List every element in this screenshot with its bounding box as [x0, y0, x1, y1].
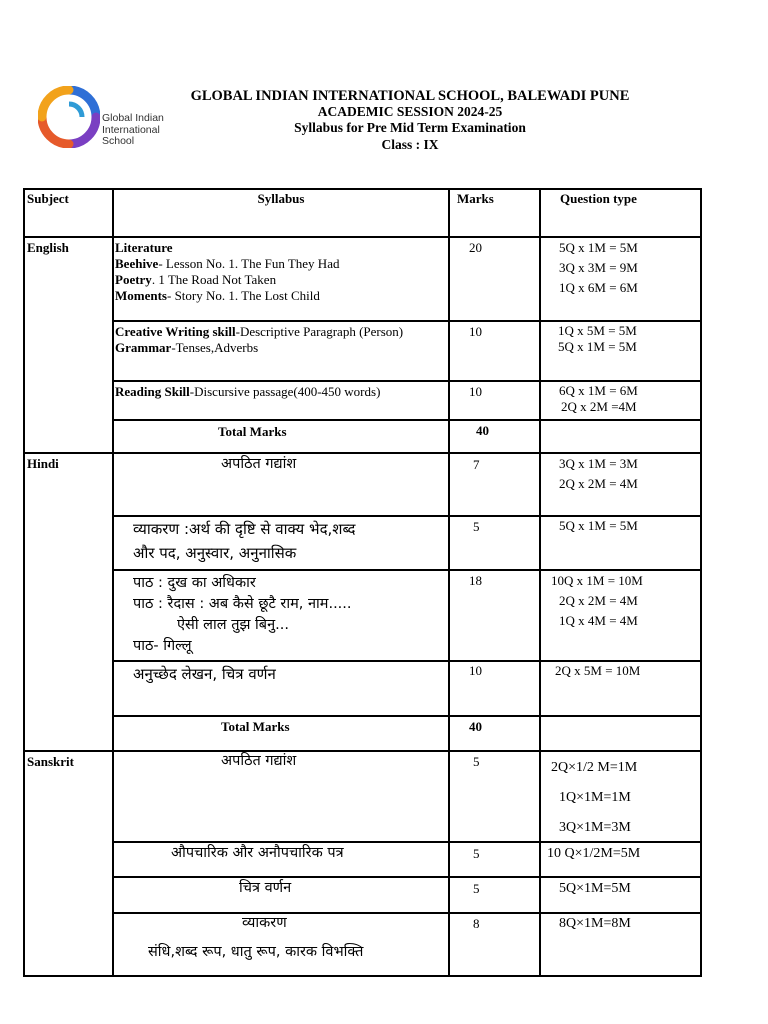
table-border-right	[700, 188, 702, 977]
english-reading-syllabus: Reading Skill-Discursive passage(400-450 words)	[115, 384, 381, 399]
row-divider	[23, 750, 702, 752]
row-divider	[112, 320, 702, 322]
hindi-unseen-marks: 7	[473, 457, 480, 472]
sanskrit-grammar-topics: संधि,शब्द रूप, धातु रूप, कारक विभक्ति	[148, 944, 364, 960]
english-writing-qtype: 1Q x 5M = 5M 5Q x 1M = 5M	[558, 323, 637, 354]
sanskrit-unseen-passage: अपठित गद्यांश	[221, 753, 297, 769]
subject-english: English	[27, 240, 69, 255]
logo-text: Global Indian International School	[102, 112, 164, 147]
english-reading-marks: 10	[469, 384, 482, 399]
hindi-unseen-passage: अपठित गद्यांश	[221, 456, 297, 472]
row-divider	[112, 876, 702, 878]
hindi-paragraph-marks: 10	[469, 663, 482, 678]
header-marks: Marks	[457, 191, 494, 206]
english-total-label: Total Marks	[218, 424, 287, 439]
english-literature-qtype: 5Q x 1M = 5M 3Q x 3M = 9M 1Q x 6M = 6M	[559, 240, 638, 295]
sanskrit-letter-marks: 5	[473, 846, 480, 861]
syllabus-table	[23, 188, 702, 977]
subject-hindi: Hindi	[27, 456, 59, 471]
syllabus-title: Syllabus for Pre Mid Term Examination	[294, 120, 526, 136]
subject-sanskrit: Sanskrit	[27, 754, 74, 769]
class-label: Class : IX	[381, 136, 439, 152]
row-divider	[112, 715, 702, 717]
school-name: GLOBAL INDIAN INTERNATIONAL SCHOOL, BALEWADI PUNE	[190, 88, 630, 104]
sanskrit-grammar-qtype: 8Q×1M=8M	[559, 916, 631, 931]
document-header	[150, 88, 670, 153]
column-divider	[539, 188, 541, 977]
header-syllabus: Syllabus	[257, 191, 305, 206]
table-border-bottom	[23, 975, 702, 977]
header-subject: Subject	[27, 191, 69, 206]
english-literature-marks: 20	[469, 240, 482, 255]
hindi-lessons-syllabus: पाठ : दुख का अधिकार पाठ : रैदास : अब कैसे छूटै राम, नाम..... ऐसी लाल तुझ बिनु... पाठ- गिल्लू	[133, 575, 352, 654]
sanskrit-unseen-marks: 5	[473, 754, 480, 769]
sanskrit-picture-marks: 5	[473, 881, 480, 896]
sanskrit-picture-qtype: 5Q×1M=5M	[559, 881, 631, 896]
logo-swirl-icon	[38, 86, 100, 148]
academic-session: ACADEMIC SESSION 2024-25	[317, 104, 503, 120]
row-divider	[112, 419, 702, 421]
hindi-grammar-syllabus: व्याकरण :अर्थ की दृष्टि से वाक्य भेद,शब्द और पद, अनुस्वार, अनुनासिक	[133, 520, 356, 562]
table-border-top	[23, 188, 702, 190]
hindi-total-label: Total Marks	[221, 719, 290, 734]
english-writing-marks: 10	[469, 324, 482, 339]
english-reading-qtype: 6Q x 1M = 6M 2Q x 2M =4M	[559, 383, 638, 414]
sanskrit-picture-syllabus: चित्र वर्णन	[239, 880, 292, 896]
sanskrit-letter-qtype: 10 Q×1/2M=5M	[547, 846, 641, 861]
hindi-lessons-qtype: 10Q x 1M = 10M 2Q x 2M = 4M 1Q x 4M = 4M	[551, 573, 643, 628]
row-divider	[112, 912, 702, 914]
hindi-grammar-qtype: 5Q x 1M = 5M	[559, 518, 638, 533]
sanskrit-unseen-qtype: 2Q×1/2 M=1M 1Q×1M=1M 3Q×1M=3M	[551, 760, 638, 835]
english-writing-syllabus: Creative Writing skill-Descriptive Paragraph (Person) Grammar-Tenses,Adverbs	[115, 324, 404, 355]
hindi-paragraph-syllabus: अनुच्छेद लेखन, चित्र वर्णन	[133, 665, 276, 683]
column-divider	[448, 188, 450, 977]
hindi-grammar-marks: 5	[473, 519, 480, 534]
sanskrit-letter-syllabus: औपचारिक और अनौपचारिक पत्र	[171, 845, 344, 861]
sanskrit-grammar-title: व्याकरण	[242, 915, 287, 931]
sanskrit-grammar-marks: 8	[473, 916, 480, 931]
english-total-marks: 40	[476, 423, 489, 438]
hindi-total-marks: 40	[469, 719, 482, 734]
hindi-unseen-qtype: 3Q x 1M = 3M 2Q x 2M = 4M	[559, 456, 638, 491]
column-divider	[112, 188, 114, 977]
row-divider	[112, 380, 702, 382]
table-border-left	[23, 188, 25, 977]
hindi-paragraph-qtype: 2Q x 5M = 10M	[555, 663, 641, 678]
header-question-type: Question type	[560, 191, 637, 206]
hindi-lessons-marks: 18	[469, 573, 482, 588]
english-literature-syllabus: Literature Beehive- Lesson No. 1. The Fun They Had Poetry. 1 The Road Not Taken Moments- Story No. 1. The Lost Child	[115, 240, 340, 303]
